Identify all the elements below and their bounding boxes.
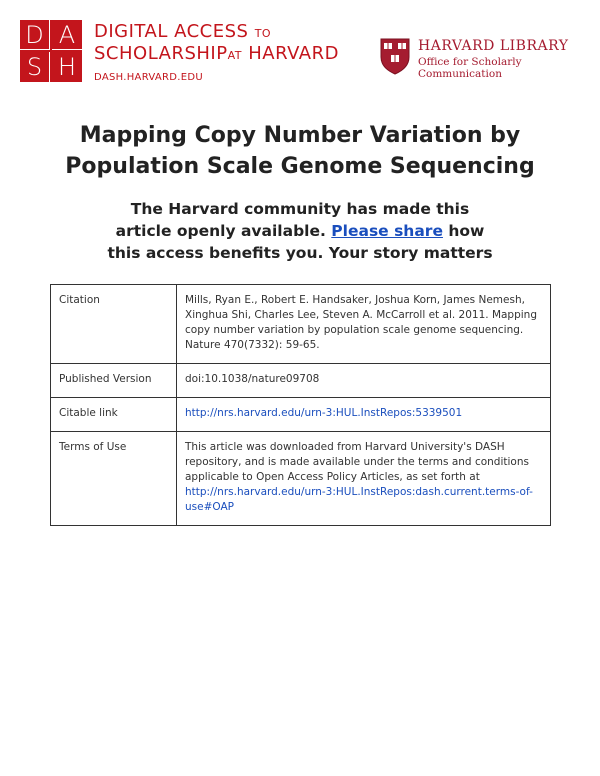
dash-line1-text: DIGITAL ACCESS	[94, 21, 249, 42]
published-version-value: doi:10.1038/nature09708	[177, 364, 551, 398]
citable-link[interactable]: http://nrs.harvard.edu/urn-3:HUL.InstRepos:5339501	[185, 407, 463, 419]
access-message	[0, 198, 600, 264]
dash-line1	[94, 22, 339, 44]
dash-line2-a: SCHOLARSHIP	[94, 43, 228, 64]
message-line2-prefix: article openly available.	[115, 222, 326, 240]
dash-line2-small: AT	[227, 49, 242, 62]
metadata-table	[50, 284, 551, 526]
dash-letter-a: A	[52, 20, 82, 50]
message-line1: The Harvard community has made this	[130, 200, 470, 218]
article-title-line1: Mapping Copy Number Variation by	[79, 123, 521, 148]
message-line3: this access benefits you. Your story matters	[107, 244, 493, 262]
article-title-line2: Population Scale Genome Sequencing	[65, 154, 535, 179]
dash-url[interactable]: DASH.HARVARD.EDU	[94, 72, 204, 83]
dash-wordmark	[94, 22, 339, 83]
terms-of-use-label: Terms of Use	[51, 432, 177, 526]
terms-of-use-link[interactable]: http://nrs.harvard.edu/urn-3:HUL.InstRepos:dash.current.terms-of-use#OAP	[185, 486, 533, 513]
library-title: HARVARD LIBRARY	[418, 38, 569, 54]
harvard-shield-icon	[379, 37, 411, 75]
table-row	[51, 398, 551, 432]
citation-value: Mills, Ryan E., Robert E. Handsaker, Joshua Korn, James Nemesh, Xinghua Shi, Charles Lee, Steven A. McCarroll et al. 2011. Mapping copy number variation by population scale genome sequencing. Nature 470(7332): 59-65.	[177, 285, 551, 364]
terms-of-use-cell	[177, 432, 551, 526]
dash-letter-h: H	[57, 53, 77, 81]
please-share-link[interactable]: Please share	[331, 222, 443, 240]
harvard-library-wordmark	[418, 38, 600, 80]
citable-link-label: Citable link	[51, 398, 177, 432]
table-row	[51, 432, 551, 526]
message-line2-suffix: how	[448, 222, 485, 240]
table-row	[51, 364, 551, 398]
citable-link-cell	[177, 398, 551, 432]
message-line2	[0, 220, 600, 242]
citation-label: Citation	[51, 285, 177, 364]
dash-letter-s: S	[20, 52, 50, 82]
dash-line2	[94, 44, 339, 66]
article-title	[0, 120, 600, 182]
table-row	[51, 285, 551, 364]
dash-logo	[20, 20, 82, 82]
published-version-label: Published Version	[51, 364, 177, 398]
dash-letter-d: D	[20, 20, 50, 50]
dash-line2-b: HARVARD	[248, 43, 339, 64]
dash-line1-small: TO	[254, 27, 272, 40]
library-subtitle: Office for Scholarly Communication	[418, 56, 522, 80]
terms-of-use-text: This article was downloaded from Harvard University's DASH repository, and is made available under the terms and conditions applicable to Open Access Policy Articles, as set forth at	[185, 441, 529, 483]
